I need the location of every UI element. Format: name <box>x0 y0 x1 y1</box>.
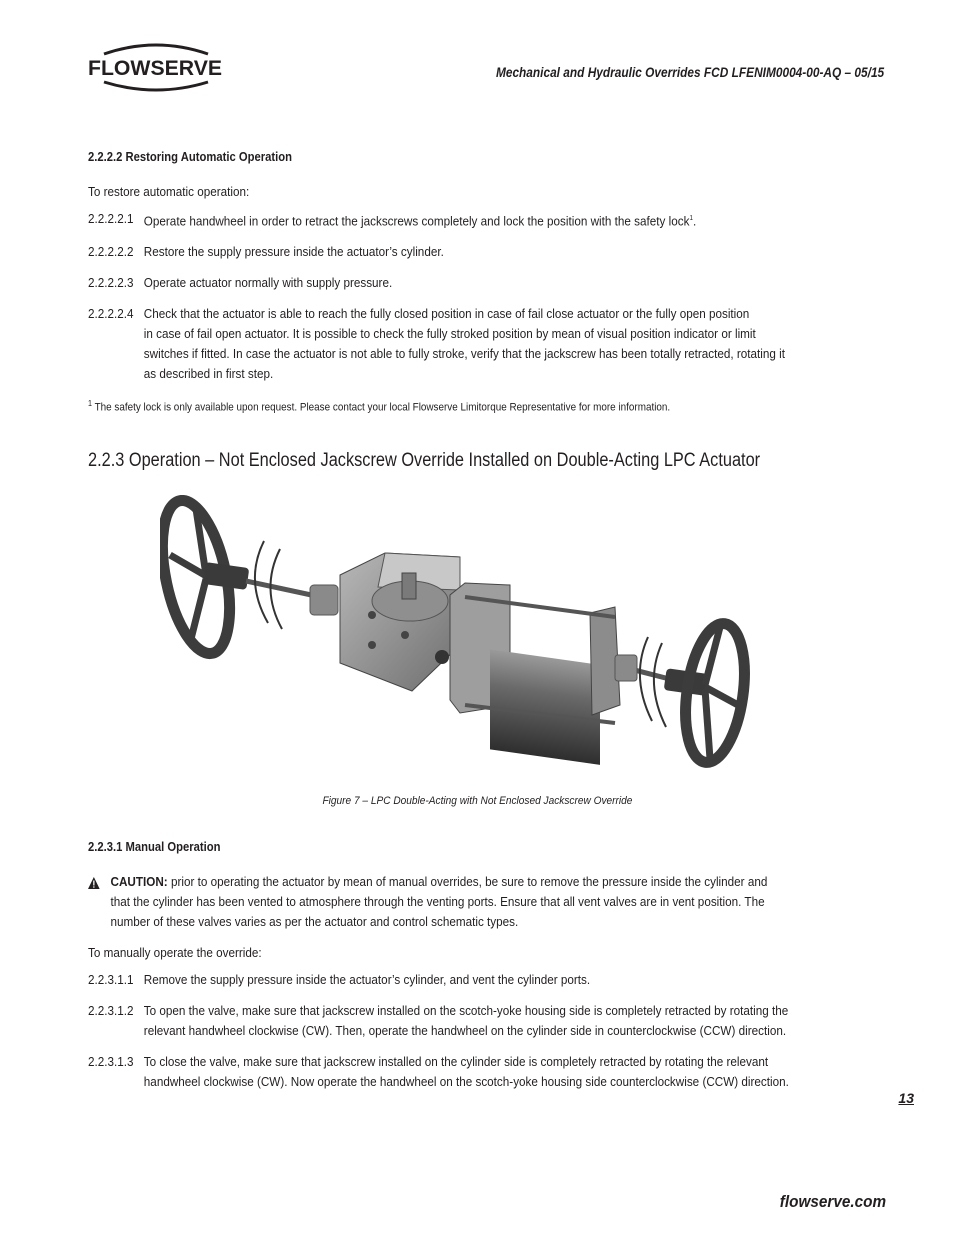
section-heading-2222: 2.2.2.2 Restoring Automatic Operation <box>88 150 293 164</box>
warning-triangle-icon <box>88 872 111 932</box>
page-number: 13 <box>898 1090 914 1106</box>
right-handwheel <box>664 620 753 766</box>
flowserve-logo <box>86 40 226 96</box>
scotch-yoke-housing <box>340 553 460 691</box>
step-number: 2.2.3.1.3 <box>88 1054 134 1069</box>
step-text: To close the valve, make sure that jackscrew installed on the cylinder side is completely retracted by rotating the relevant <box>143 1054 769 1069</box>
step-text-cont: switches if fitted. In case the actuator is not able to fully stroke, verify that the jackscrew has been totally retracted, rotating it <box>143 346 786 362</box>
step-text-cont: handwheel clockwise (CW). Now operate the handwheel on the scotch-yoke housing side counterclockwise (CCW) direction. <box>143 1074 789 1089</box>
step-2231-1 <box>88 970 826 990</box>
pneumatic-cylinder <box>450 583 620 765</box>
caution-text: number of these valves varies as per the actuator and control schematic types. <box>110 914 519 929</box>
step-number: 2.2.2.2.2 <box>88 244 134 260</box>
document-header-title: Mechanical and Hydraulic Overrides FCD LFENIM0004-00-AQ – 05/15 <box>495 65 884 80</box>
step-text: Remove the supply pressure inside the actuator’s cylinder, and vent the cylinder ports. <box>143 972 591 987</box>
step-text-cont: as described in first step. <box>143 366 274 382</box>
footnote-ref: 1 <box>689 215 693 222</box>
step-text: Restore the supply pressure inside the actuator’s cylinder. <box>143 244 444 260</box>
actuator-illustration <box>160 495 760 780</box>
step-text-cont: relevant handwheel clockwise (CW). Then, operate the handwheel on the cylinder side in counterclockwise (CCW) direction. <box>143 1023 787 1038</box>
step-number: 2.2.2.2.3 <box>88 275 134 291</box>
step-text: Operate handwheel in order to retract the jackscrews completely and lock the position with the safety lock <box>143 213 690 229</box>
intro-text: To manually operate the override: <box>88 945 262 960</box>
step-2231-2 <box>88 1001 826 1041</box>
intro-text: To restore automatic operation: <box>88 184 250 199</box>
section-title-223: 2.2.3 Operation – Not Enclosed Jackscrew Override Installed on Double-Acting LPC Actuator <box>88 450 761 471</box>
step-text-cont: in case of fail open actuator. It is possible to check the fully stroked position by mean of visual position indicator or limit <box>143 326 756 342</box>
step-text: Operate actuator normally with supply pressure. <box>143 275 393 291</box>
svg-text:FLOWSERVE: FLOWSERVE <box>88 57 222 80</box>
section-heading-2231: 2.2.3.1 Manual Operation <box>88 840 221 854</box>
step-2222-1: 2.2.2.2.1 Operate handwheel in order to retract the jackscrews completely and lock the position with the safety lock$^1$. <box>88 209 826 231</box>
rotation-arrow-icon <box>640 637 666 727</box>
step-2222-4 <box>88 304 826 384</box>
step-text: Check that the actuator is able to reach the fully closed position in case of fail close actuator or the fully open position <box>143 306 750 322</box>
step-2222-3 <box>88 273 826 293</box>
step-number: 2.2.2.2.4 <box>88 306 134 322</box>
footnote: $^1$ The safety lock is only available upon request. Please contact your local Flowserve Limitorque Representative for more information. <box>88 399 671 414</box>
caution-label: CAUTION: <box>110 874 168 889</box>
figure-caption: Figure 7 – LPC Double-Acting with Not Enclosed Jackscrew Override <box>322 795 632 807</box>
step-number: 2.2.3.1.2 <box>88 1003 134 1018</box>
step-number: 2.2.3.1.1 <box>88 972 134 987</box>
step-2222-2 <box>88 242 826 262</box>
caution-note <box>88 872 826 932</box>
step-text: To open the valve, make sure that jackscrew installed on the scotch-yoke housing side is completely retracted by rotating the <box>143 1003 789 1018</box>
step-2231-3 <box>88 1052 826 1092</box>
step-number: 2.2.2.2.1 <box>88 211 134 226</box>
caution-text: prior to operating the actuator by mean of manual overrides, be sure to remove the pressure inside the cylinder and <box>170 874 768 889</box>
caution-text: that the cylinder has been vented to atmosphere through the venting ports. Ensure that all vent valves are in vent position. The <box>110 894 765 909</box>
left-handwheel <box>160 495 249 660</box>
footer-url: flowserve.com <box>779 1192 886 1211</box>
